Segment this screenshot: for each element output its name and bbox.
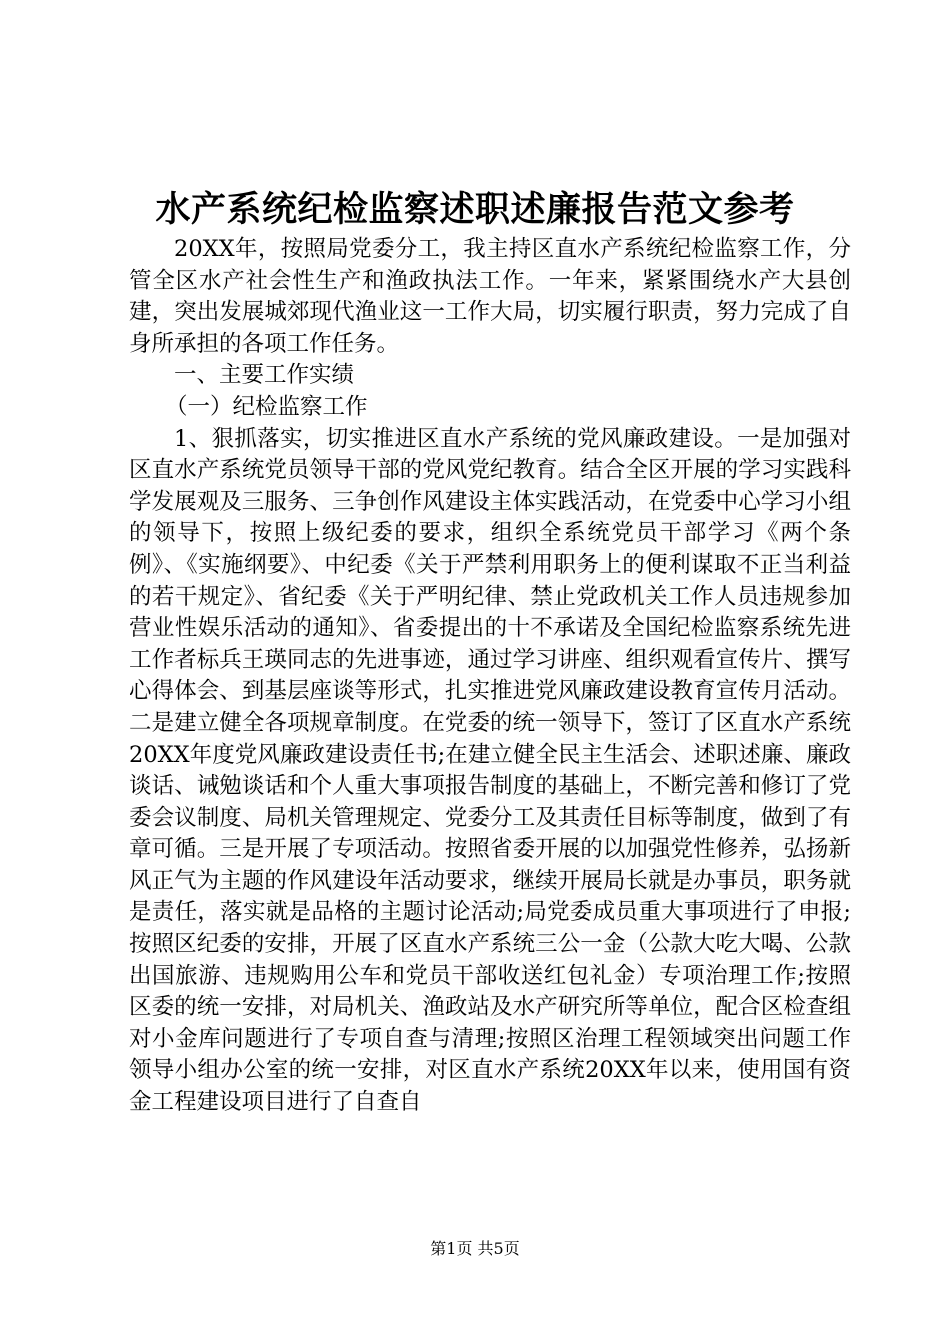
section-heading: 一、主要工作实绩 — [174, 362, 355, 389]
intro-paragraph: 20XX年，按照局党委分工，我主持区直水产系统纪检监察工作，分管全区水产社会性生产和渔政执法工作。一年来，紧紧围绕水产大县创建，突出发展城郊现代渔业这一工作大局，切实履行职责，努力完成了自身所承担的各项工作任务。 — [129, 236, 851, 357]
document-body — [129, 234, 851, 1119]
document-title: 水产系统纪检监察述职述廉报告范文参考 — [155, 189, 795, 230]
subsection-heading: （一）纪检监察工作 — [165, 393, 368, 420]
body-paragraph: 1、狠抓落实，切实推进区直水产系统的党风廉政建设。一是加强对区直水产系统党员领导干部的党风党纪教育。结合全区开展的学习实践科学发展观及三服务、三争创作风建设主体实践活动，在党委中心学习小组的领导下，按照上级纪委的要求，组织全系统党员干部学习《两个条例》、《实施纲要》、中纪委《关于严禁利用职务上的便利谋取不正当利益的若干规定》、省纪委《关于严明纪律、禁止党政机关工作人员违规参加营业性娱乐活动的通知》、省委提出的十不承诺及全国纪检监察系统先进工作者标兵王瑛同志的先进事迹，通过学习讲座、组织观看宣传片、撰写心得体会、到基层座谈等形式，扎实推进党风廉政建设教育宣传月活动。二是建立健全各项规章制度。在党委的统一领导下，签订了区直水产系统20XX年度党风廉政建设责任书;在建立健全民主生活会、述职述廉、廉政谈话、诫勉谈话和个人重大事项报告制度的基础上，不断完善和修订了党委会议制度、局机关管理规定、党委分工及其责任目标等制度，做到了有章可循。三是开展了专项活动。按照省委开展的以加强党性修养，弘扬新风正气为主题的作风建设年活动要求，继续开展局长就是办事员，职务就是责任，落实就是品格的主题讨论活动;局党委成员重大事项进行了申报;按照区纪委的安排，开展了区直水产系统三公一金（公款大吃大喝、公款出国旅游、违规购用公车和党员干部收送红包礼金）专项治理工作;按照区委的统一安排，对局机关、渔政站及水产研究所等单位，配合区检查组对小金库问题进行了专项自查与清理;按照区治理工程领域突出问题工作领导小组办公室的统一安排，对区直水产系统20XX年以来，使用国有资金工程建设项目进行了自查自 — [129, 425, 851, 1116]
page-footer: 第1页 共5页 — [430, 1239, 520, 1258]
